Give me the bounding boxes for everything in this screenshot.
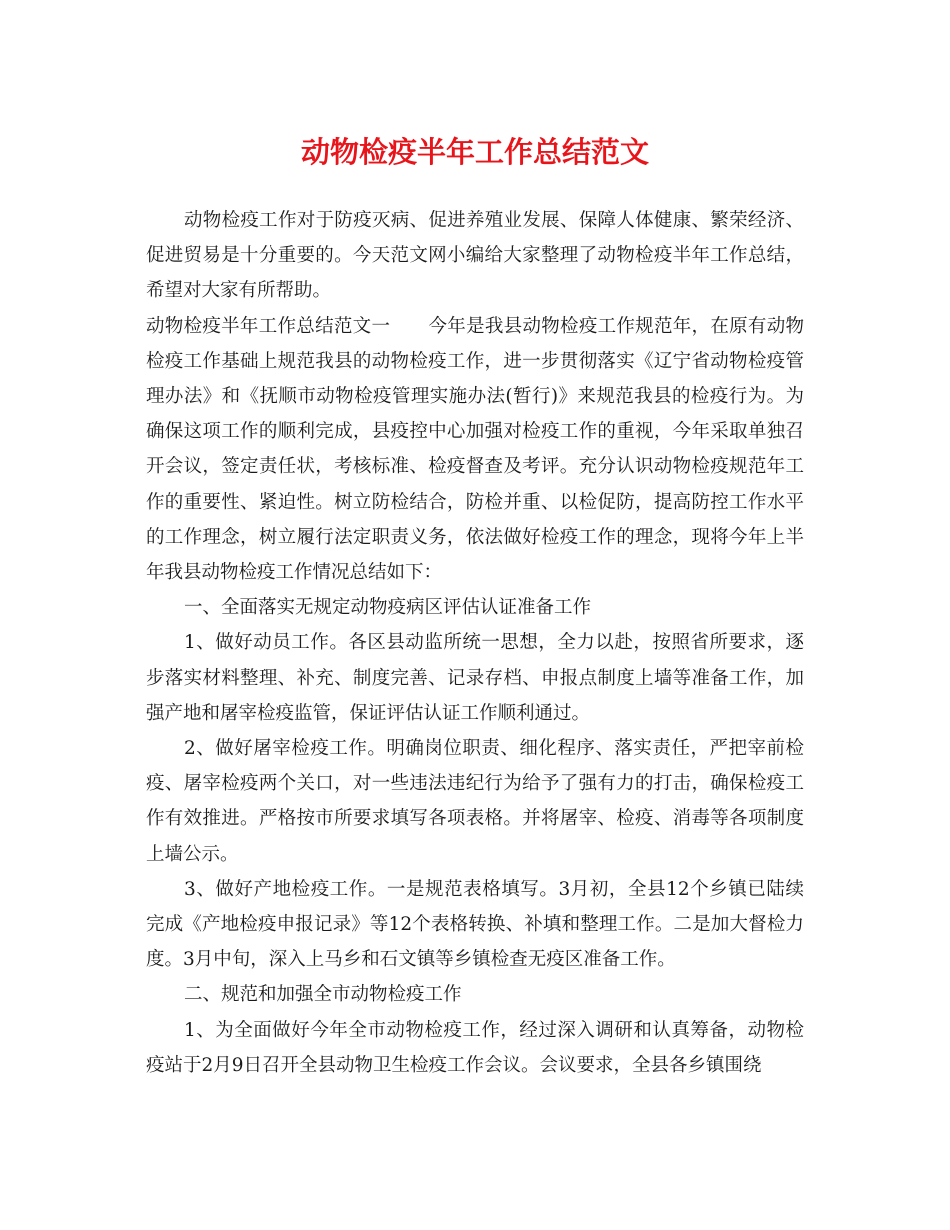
intro-paragraph: 动物检疫工作对于防疫灭病、促进养殖业发展、保障人体健康、繁荣经济、促进贸易是十分重要的。今天范文网小编给大家整理了动物检疫半年工作总结，希望对大家有所帮助。 [146, 210, 804, 302]
heading-two: 二、规范和加强全市动物检疫工作 [184, 984, 462, 1006]
item-four-paragraph: 1、为全面做好今年全市动物检疫工作，经过深入调研和认真筹备，动物检疫站于2月9日召开全县动物卫生检疫工作会议。会议要求，全县各乡镇围绕 [146, 1019, 804, 1076]
item-three-paragraph: 3、做好产地检疫工作。一是规范表格填写。3月初，全县12个乡镇已陆续完成《产地检疫申报记录》等12个表格转换、补填和整理工作。二是加大督检力度。3月中旬，深入上马乡和石文镇等乡镇检查无疫区准备工作。 [146, 878, 804, 971]
heading-one: 一、全面落实无规定动物疫病区评估认证准备工作 [184, 597, 592, 619]
section-text: 今年是我县动物检疫工作规范年，在原有动物检疫工作基础上规范我县的动物检疫工作，进一步贯彻落实《辽宁省动物检疫管理办法》和《抚顺市动物检疫管理实施办法(暂行)》来规范我县的检疫行为。为确保这项工作的顺利完成，县疫控中心加强对检疫工作的重视，今年采取单独召开会议，签定责任状，考核标准、检疫督查及考评。充分认识动物检疫规范年工作的重要性、紧迫性。树立防检结合，防检并重、以检促防，提高防控工作水平的工作理念，树立履行法定职责义务，依法做好检疫工作的理念，现将今年上半年我县动物检疫工作情况总结如下： [146, 315, 804, 584]
item-two-paragraph: 2、做好屠宰检疫工作。明确岗位职责、细化程序、落实责任，严把宰前检疫、屠宰检疫两个关口，对一些违法违纪行为给予了强有力的打击，确保检疫工作有效推进。严格按市所要求填写各项表格。并将屠宰、检疫、消毒等各项制度上墙公示。 [146, 738, 804, 865]
section-label: 动物检疫半年工作总结范文一 [146, 315, 391, 337]
document-body [146, 203, 804, 1083]
document-title: 动物检疫半年工作总结范文 [300, 135, 649, 169]
section-paragraph [146, 309, 804, 591]
item-one-paragraph: 1、做好动员工作。各区县动监所统一思想，全力以赴，按照省所要求，逐步落实材料整理、补充、制度完善、记录存档、申报点制度上墙等准备工作，加强产地和屠宰检疫监管，保证评估认证工作顺利通过。 [146, 632, 804, 724]
